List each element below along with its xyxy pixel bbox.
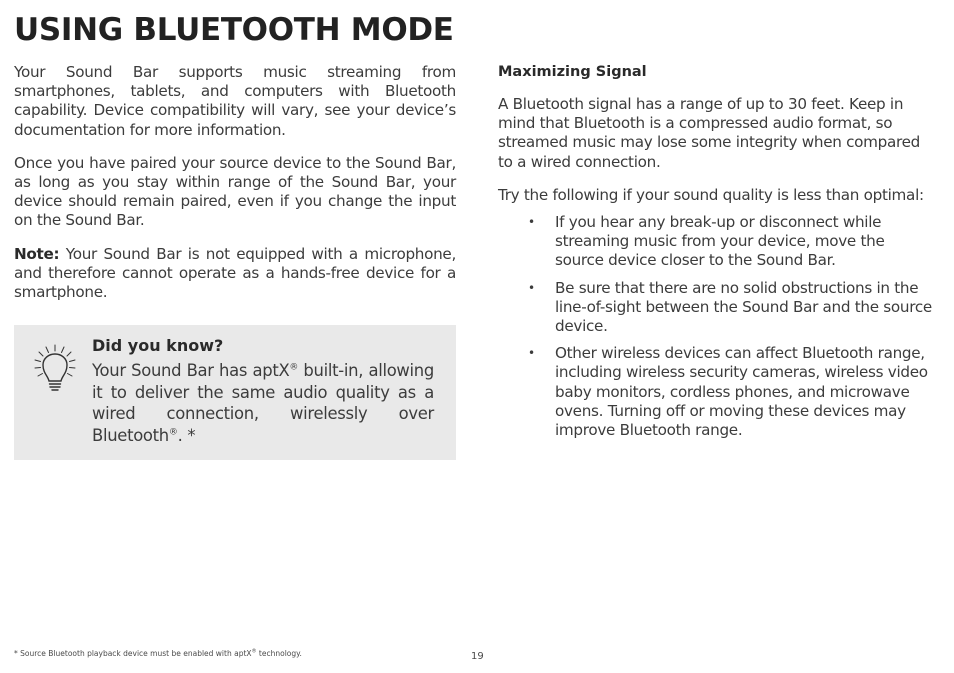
list-item: • If you hear any break-up or disconnect while streaming music from your device, move the source device closer to the Sound Bar. [528,213,885,270]
note-label: Note: [14,244,60,263]
lightbulb-icon [33,343,77,393]
page-title: USING BLUETOOTH MODE [14,12,454,48]
tip-title: Did you know? [92,336,224,355]
right-column [498,63,934,448]
page-number: 19 [471,651,484,662]
bullet-icon: • [528,215,535,230]
note-text: Your Sound Bar is not equipped with a microphone, and therefore cannot operate as a hands-free device for a smartphone. [14,244,456,302]
list-item: • Be sure that there are no solid obstructions in the line-of-sight between the Sound Bar and the source device. [528,278,932,336]
list-item: • Other wireless devices can affect Bluetooth range, including wireless security cameras, wireless video baby monitors, cordless phones, and microwave ovens. Turning off or moving these devices may improve Bluetooth range. [528,344,928,440]
bullet-icon: • [528,346,535,361]
intro-paragraph: Your Sound Bar supports music streaming from smartphones, tablets, and computers with Bluetooth capability. Device compatibility will vary, see your device’s documentation for more information. [14,63,456,139]
note-paragraph [14,245,456,303]
tip-body: Your Sound Bar has aptX® built-in, allowing it to deliver the same audio quality as a wired connection, wirelessly over Bluetooth®. * [92,361,434,445]
tips-intro-paragraph: Try the following if your sound quality is less than optimal: [498,185,924,204]
bullet-icon: • [528,280,535,295]
tips-list [498,213,934,440]
did-you-know-box [14,325,456,460]
footnote: * Source Bluetooth playback device must be enabled with aptX® technology. [14,648,302,658]
range-paragraph: A Bluetooth signal has a range of up to 30 feet. Keep in mind that Bluetooth is a compressed audio format, so streamed music may lose some integrity when compared to a wired connection. [498,95,920,171]
section-heading: Maximizing Signal [498,64,647,80]
left-column [14,63,456,302]
pairing-paragraph: Once you have paired your source device to the Sound Bar, as long as you stay within range of the Sound Bar, your device should remain paired, even if you change the input on the Sound Bar. [14,153,456,230]
